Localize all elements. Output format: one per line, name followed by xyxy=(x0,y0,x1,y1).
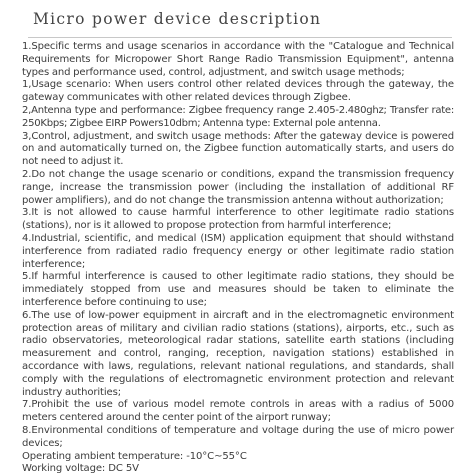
title-divider xyxy=(28,37,452,38)
paragraph-4-ism-equipment: 4.Industrial, scientific, and medical (ISM) application equipment that should withstand interference from radiated radio frequency energy or other legitimate radio station interference; xyxy=(22,232,454,270)
paragraph-3-no-interference: 3.It is not allowed to cause harmful interference to other legitimate radio stations (stations), nor is it allowed to propose protection from harmful interference; xyxy=(22,207,454,232)
paragraph-8-environment: 8.Environmental conditions of temperature and voltage during the use of micro power devices; xyxy=(22,424,454,449)
paragraph-antenna-type: 2,Antenna type and performance: Zigbee frequency range 2.405-2.480ghz; Transfer rate: 250Kbps; Zigbee EIRP Powers10dbm; Antenna type: External pole antenna. xyxy=(22,104,454,129)
paragraph-6-protection-areas: 6.The use of low-power equipment in aircraft and in the electromagnetic environment protection areas of military and civilian radio stations (stations), airports, etc., such as radio observatories, meteorological radar stations, satellite earth stations (including measurement and control, ranging, reception, navigation stations) established in accordance with laws, regulations, relevant national regulations, and standards, shall comply with the regulations of electromagnetic environment protection and relevant industry authorities; xyxy=(22,309,454,398)
paragraph-control-methods: 3,Control, adjustment, and switch usage methods: After the gateway device is powered on and automatically turned on, the Zigbee function automatically starts, and users do not need to adjust it. xyxy=(22,130,454,168)
paragraph-2-no-changes: 2.Do not change the usage scenario or conditions, expand the transmission frequency range, increase the transmission power (including the installation of additional RF power amplifiers), and do not change the transmission antenna without authorization; xyxy=(22,168,454,206)
working-voltage: Working voltage: DC 5V xyxy=(22,463,139,475)
document-title: Micro power device description xyxy=(33,10,322,28)
paragraph-5-harmful-interference: 5.If harmful interference is caused to other legitimate radio stations, they should be immediately stopped from use and measures should be taken to eliminate the interference before continuing to use; xyxy=(22,271,454,308)
operating-temperature: Operating ambient temperature: -10°C~55°C xyxy=(22,450,247,462)
paragraph-1-intro: 1.Specific terms and usage scenarios in accordance with the "Catalogue and Technical Requirements for Micropower Short Range Radio Transmission Equipment", antenna types and performance used, control, adjustment, and switch usage methods; xyxy=(22,41,454,78)
document-body xyxy=(22,41,454,476)
paragraph-7-remote-controls: 7.Prohibit the use of various model remote controls in areas with a radius of 5000 meters centered around the center point of the airport runway; xyxy=(22,399,454,424)
paragraph-usage-scenario: 1,Usage scenario: When users control other related devices through the gateway, the gateway communicates with other related devices through Zigbee. xyxy=(22,79,454,104)
